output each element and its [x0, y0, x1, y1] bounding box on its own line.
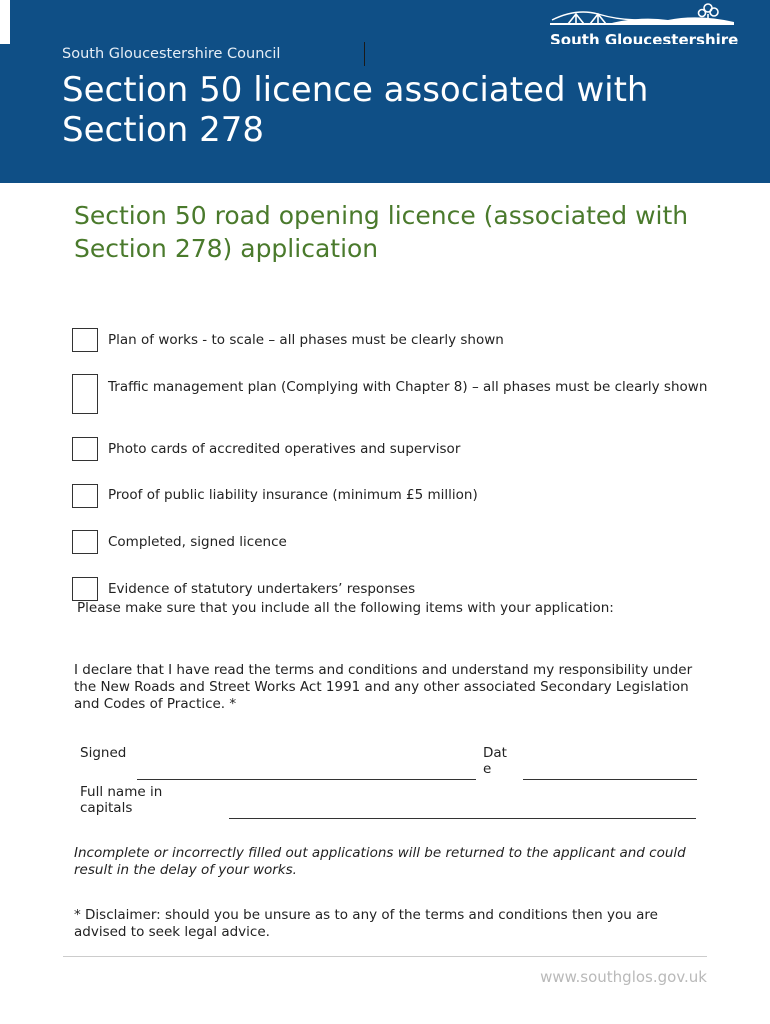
date-field[interactable] [523, 779, 697, 780]
checkbox[interactable] [72, 577, 98, 601]
footer-divider [63, 956, 707, 957]
signed-label: Signed [80, 745, 127, 761]
header-notch [0, 0, 10, 44]
council-name: South Gloucestershire Council [62, 46, 281, 62]
header-divider [364, 42, 365, 66]
application-title: Section 50 road opening licence (associated with Section 278) application [74, 201, 689, 263]
checkbox[interactable] [72, 328, 98, 352]
signature-field[interactable] [137, 779, 476, 780]
council-logo [548, 0, 738, 44]
checklist-item-label: Proof of public liability insurance (minimum £5 million) [108, 487, 478, 503]
checklist-item-label: Plan of works - to scale – all phases must be clearly shown [108, 332, 504, 348]
checklist-item-label: Traffic management plan (Complying with Chapter 8) – all phases must be clearly shown [108, 379, 708, 395]
checklist-item-label: Completed, signed licence [108, 534, 287, 550]
incomplete-warning: Incomplete or incorrectly filled out applications will be returned to the applicant and could result in the delay of your works. [74, 845, 686, 878]
logo-wordmark: South Gloucestershire [550, 31, 738, 44]
declaration-text: I declare that I have read the terms and conditions and understand my responsibility under the New Roads and Street Works Act 1991 and any other associated Secondary Legislation and Codes of Practice. * [74, 662, 693, 712]
page-title: Section 50 licence associated with Section 278 [62, 70, 649, 150]
footer-website-link[interactable]: www.southglos.gov.uk [540, 968, 707, 986]
checkbox[interactable] [72, 374, 98, 414]
checklist-item-label: Evidence of statutory undertakers’ responses [108, 581, 416, 597]
checkbox[interactable] [72, 530, 98, 554]
disclaimer-text: * Disclaimer: should you be unsure as to any of the terms and conditions then you are advised to seek legal advice. [74, 907, 658, 940]
intro-instruction: Please make sure that you include all the following items with your application: [77, 600, 614, 616]
fullname-field[interactable] [229, 818, 696, 819]
checkbox[interactable] [72, 484, 98, 508]
checklist-item-label: Photo cards of accredited operatives and supervisor [108, 441, 461, 457]
fullname-label: Full name in capitals [80, 784, 163, 816]
date-label: Dat e [483, 745, 507, 777]
checkbox[interactable] [72, 437, 98, 461]
